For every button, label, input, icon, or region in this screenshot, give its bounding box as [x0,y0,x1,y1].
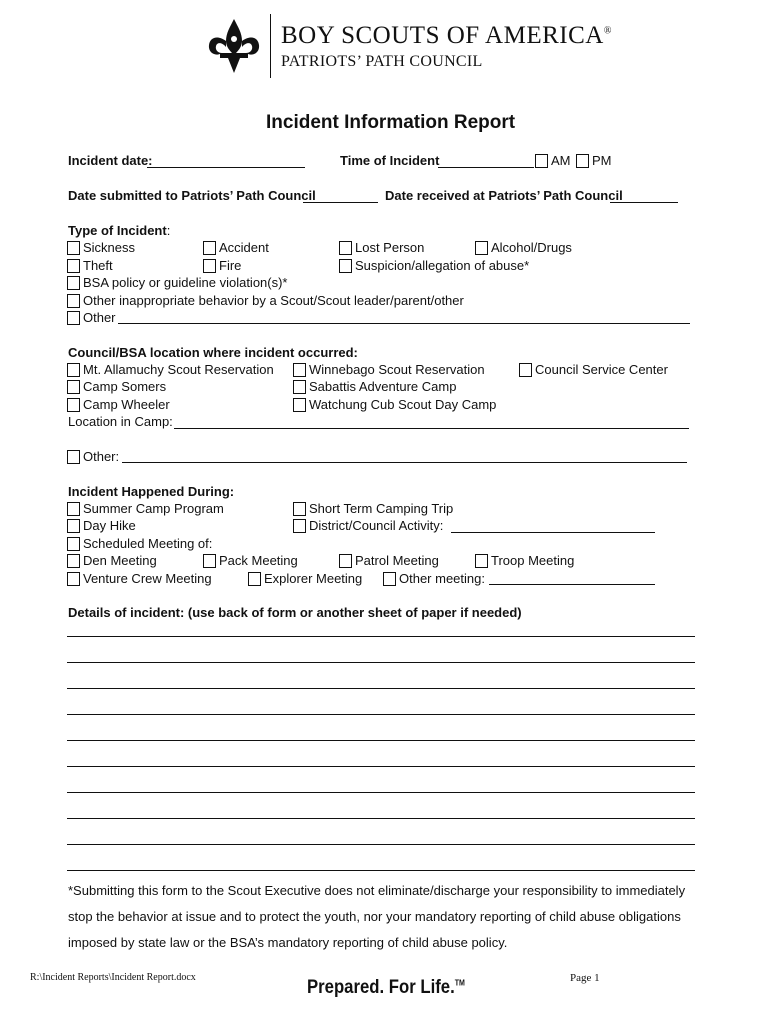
district-activity-checkbox[interactable] [293,519,306,533]
am-label: AM [551,153,571,168]
explorer-checkbox[interactable] [248,572,261,586]
type-heading-colon: : [166,223,171,238]
header-divider [270,14,271,78]
lost-person-label: Lost Person [355,240,425,255]
date-received-field[interactable] [610,202,678,203]
day-hike-checkbox[interactable] [67,519,80,533]
pm-label: PM [592,153,612,168]
scheduled-meeting-checkbox[interactable] [67,537,80,551]
other-location-field[interactable] [122,462,687,463]
details-line[interactable] [67,636,695,637]
fire-checkbox[interactable] [203,259,216,273]
alcohol-drugs-label: Alcohol/Drugs [491,240,572,255]
sickness-label: Sickness [83,240,136,255]
other-location-label: Other: [83,449,120,464]
winnebago-label: Winnebago Scout Reservation [309,362,485,377]
watchung-checkbox[interactable] [293,398,306,412]
details-line[interactable] [67,818,695,819]
org-name-text: BOY SCOUTS OF AMERICA [281,22,604,49]
summer-camp-label: Summer Camp Program [83,501,224,516]
details-line[interactable] [67,870,695,871]
wheeler-label: Camp Wheeler [83,397,170,412]
service-center-label: Council Service Center [535,362,668,377]
alcohol-drugs-checkbox[interactable] [475,241,488,255]
details-line[interactable] [67,714,695,715]
other-meeting-label: Other meeting: [399,571,485,586]
winnebago-checkbox[interactable] [293,363,306,377]
district-activity-field[interactable] [451,532,655,533]
type-heading [68,223,170,239]
details-line[interactable] [67,662,695,663]
wheeler-checkbox[interactable] [67,398,80,412]
pack-checkbox[interactable] [203,554,216,568]
pack-label: Pack Meeting [219,553,298,568]
other-behavior-label: Other inappropriate behavior by a Scout/Scout leader/parent/other [83,293,464,308]
location-heading: Council/BSA location where incident occurred: [68,345,358,360]
allamuchy-checkbox[interactable] [67,363,80,377]
sickness-checkbox[interactable] [67,241,80,255]
details-line[interactable] [67,844,695,845]
somers-label: Camp Somers [83,379,167,394]
sabattis-label: Sabattis Adventure Camp [309,379,457,394]
allamuchy-label: Mt. Allamuchy Scout Reservation [83,362,274,377]
theft-label: Theft [83,258,113,273]
troop-label: Troop Meeting [491,553,575,568]
details-line[interactable] [67,740,695,741]
other-type-field[interactable] [118,323,690,324]
fire-label: Fire [219,258,242,273]
venture-label: Venture Crew Meeting [83,571,212,586]
date-submitted-field[interactable] [303,202,378,203]
venture-checkbox[interactable] [67,572,80,586]
day-hike-label: Day Hike [83,518,136,533]
den-label: Den Meeting [83,553,157,568]
other-type-checkbox[interactable] [67,311,80,325]
file-path: R:\Incident Reports\Incident Report.docx [30,972,196,983]
short-term-label: Short Term Camping Trip [309,501,454,516]
details-heading: Details of incident: (use back of form or another sheet of paper if needed) [68,605,522,620]
happened-heading: Incident Happened During: [68,484,235,499]
location-in-camp-label: Location in Camp: [68,414,173,429]
fleur-de-lis-icon [206,17,262,77]
incident-date-label: Incident date: [68,153,153,168]
patrol-label: Patrol Meeting [355,553,439,568]
service-center-checkbox[interactable] [519,363,532,377]
accident-checkbox[interactable] [203,241,216,255]
lost-person-checkbox[interactable] [339,241,352,255]
footnote-line: imposed by state law or the BSA’s mandatory reporting of child abuse policy. [68,935,508,950]
incident-date-field[interactable] [147,167,305,168]
other-type-label: Other [83,310,116,325]
other-meeting-checkbox[interactable] [383,572,396,586]
am-checkbox[interactable] [535,154,548,168]
den-checkbox[interactable] [67,554,80,568]
suspicion-abuse-checkbox[interactable] [339,259,352,273]
date-received-label: Date received at Patriots’ Path Council [385,188,623,203]
pm-checkbox[interactable] [576,154,589,168]
scheduled-meeting-label: Scheduled Meeting of: [83,536,213,551]
patrol-checkbox[interactable] [339,554,352,568]
details-line[interactable] [67,688,695,689]
bsa-policy-checkbox[interactable] [67,276,80,290]
watchung-label: Watchung Cub Scout Day Camp [309,397,497,412]
org-name [281,22,612,50]
other-behavior-checkbox[interactable] [67,294,80,308]
accident-label: Accident [219,240,269,255]
sabattis-checkbox[interactable] [293,380,306,394]
bsa-logo [206,17,262,77]
slogan [307,977,465,999]
page-title: Incident Information Report [266,112,516,133]
troop-checkbox[interactable] [475,554,488,568]
theft-checkbox[interactable] [67,259,80,273]
district-activity-label: District/Council Activity: [309,518,444,533]
somers-checkbox[interactable] [67,380,80,394]
date-submitted-label: Date submitted to Patriots’ Path Council [68,188,316,203]
time-label: Time of Incident [340,153,440,168]
summer-camp-checkbox[interactable] [67,502,80,516]
type-heading-text: Type of Incident [68,223,167,238]
time-field[interactable] [438,167,534,168]
registered-mark: ® [603,25,612,37]
location-in-camp-field[interactable] [174,428,689,429]
bsa-policy-label: BSA policy or guideline violation(s)* [83,275,288,290]
other-meeting-field[interactable] [489,584,655,585]
footnote-line: *Submitting this form to the Scout Executive does not eliminate/discharge your responsibility to immediately [68,883,686,898]
details-line[interactable] [67,792,695,793]
other-location-checkbox[interactable] [67,450,80,464]
short-term-checkbox[interactable] [293,502,306,516]
suspicion-abuse-label: Suspicion/allegation of abuse* [355,258,530,273]
page-number: Page 1 [570,972,600,984]
trademark: TM [454,978,465,988]
footnote-line: stop the behavior at issue and to protect the youth, nor your mandatory reporting of child abuse obligations [68,909,681,924]
details-line[interactable] [67,766,695,767]
council-name: PATRIOTS’ PATH COUNCIL [281,53,483,70]
slogan-text: Prepared. For Life. [307,977,455,998]
explorer-label: Explorer Meeting [264,571,363,586]
